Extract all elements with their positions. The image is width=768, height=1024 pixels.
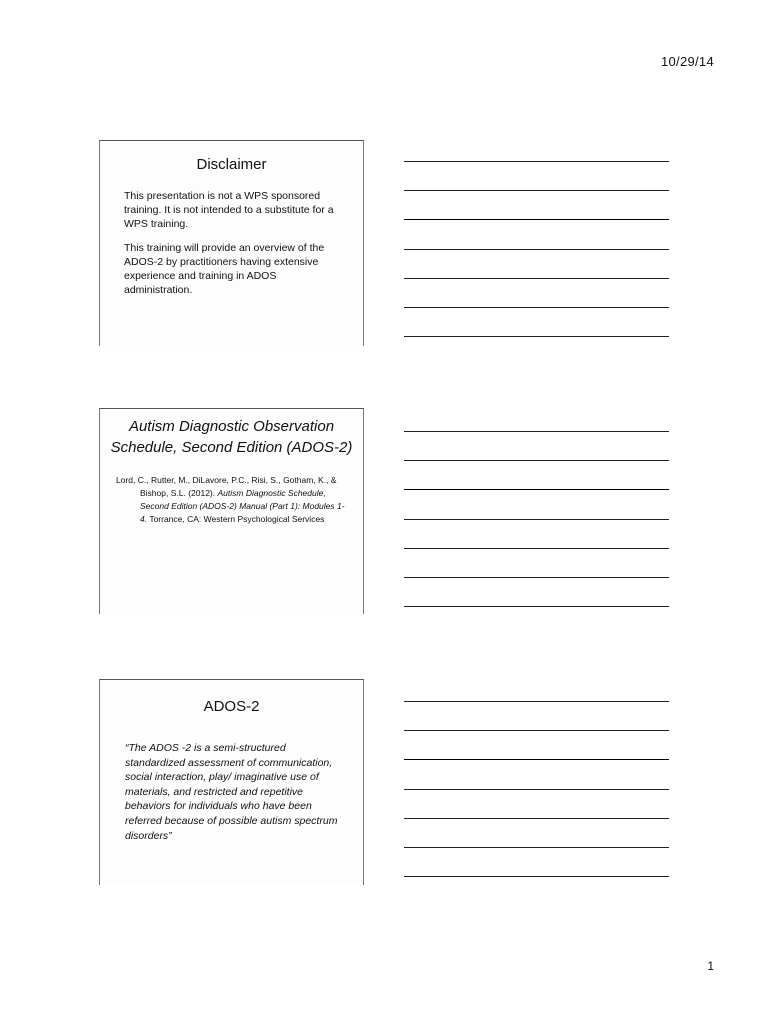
slide-ados2-definition (99, 679, 364, 885)
notes-lines (404, 161, 669, 351)
page-number: 1 (707, 959, 714, 973)
note-line (404, 701, 669, 702)
reference-publisher: Torrance, CA: Western Psychological Services (149, 514, 325, 524)
note-line (404, 847, 669, 848)
note-line (404, 876, 669, 877)
note-line (404, 219, 669, 220)
note-line (404, 278, 669, 279)
slide-disclaimer (99, 140, 364, 346)
reference-title: Autism Diagnostic Schedule, Second Edition (ADOS-2) Manual (Part 1): Modules 1-4. (140, 488, 345, 524)
note-line (404, 548, 669, 549)
note-line (404, 249, 669, 250)
page-date: 10/29/14 (660, 54, 714, 69)
note-line (404, 519, 669, 520)
note-line (404, 730, 669, 731)
slide-title: Autism Diagnostic Observation Schedule, Second Edition (ADOS-2) (110, 418, 353, 456)
slide-title: ADOS-2 (203, 698, 260, 715)
notes-lines (404, 431, 669, 621)
slide-paragraph: This training will provide an overview of the ADOS-2 by practitioners having extensive experience and training in ADOS administration. (124, 242, 325, 296)
note-line (404, 460, 669, 461)
slide-reference (116, 474, 349, 526)
note-line (404, 789, 669, 790)
note-line (404, 606, 669, 607)
note-line (404, 161, 669, 162)
slide-title: Disclaimer (196, 156, 267, 173)
slide-quote: “The ADOS -2 is a semi-structured standardized assessment of communication, social interaction, play/ imaginative use of materials, and restricted and repetitive behaviors for individuals who have been referred because of possible autism spectrum disorders” (125, 742, 338, 842)
note-line (404, 190, 669, 191)
slide-paragraph: This presentation is not a WPS sponsored training. It is not intended to a substitute for a WPS training. (124, 190, 334, 230)
note-line (404, 818, 669, 819)
note-line (404, 431, 669, 432)
note-line (404, 577, 669, 578)
note-line (404, 336, 669, 337)
note-line (404, 759, 669, 760)
slide-ados2-reference (99, 408, 364, 614)
reference-authors: Lord, C., Rutter, M., DiLavore, P.C., Risi, S., Gotham, K., & Bishop, S.L. (2012). (116, 475, 337, 498)
note-line (404, 489, 669, 490)
notes-lines (404, 701, 669, 891)
note-line (404, 307, 669, 308)
